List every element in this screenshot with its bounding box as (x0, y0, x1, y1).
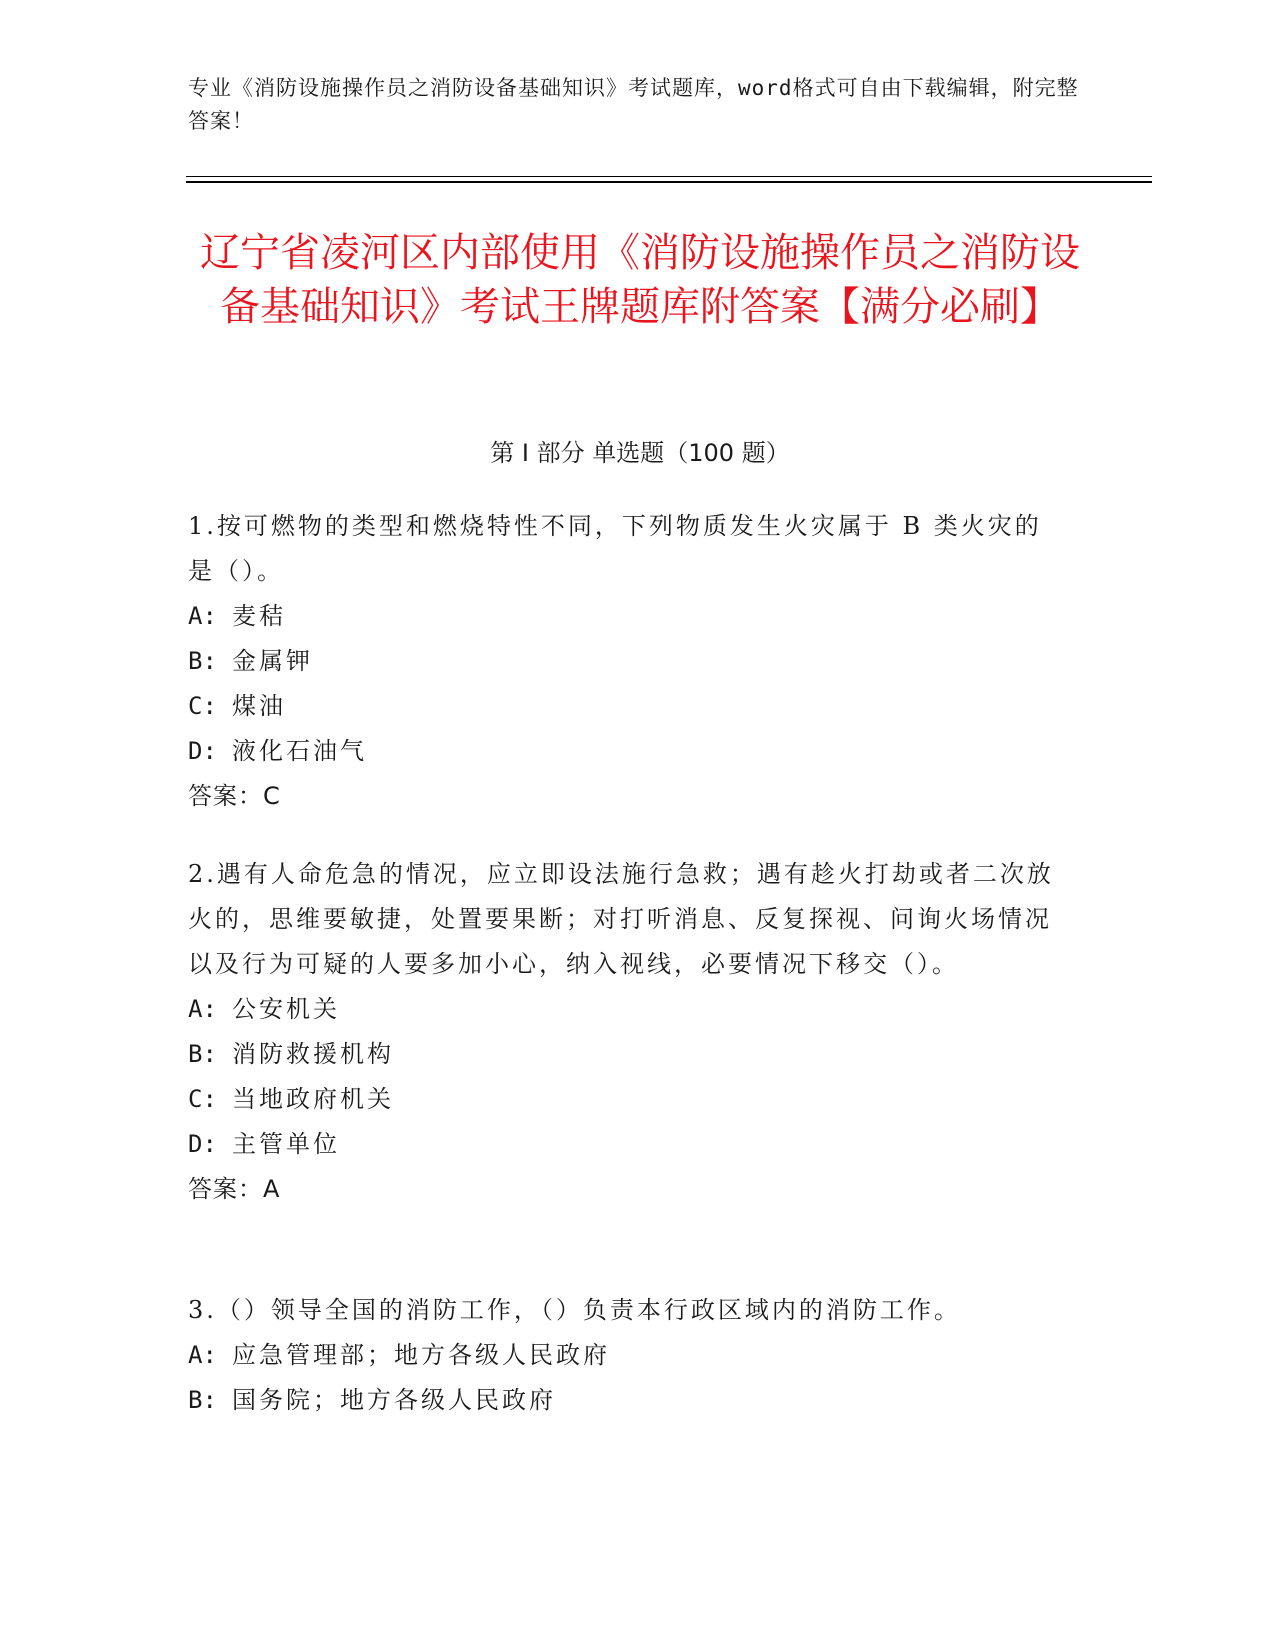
answer-line: 答案：C (188, 782, 281, 810)
option-b (188, 1032, 1068, 1077)
question-stem: 2.遇有人命危急的情况，应立即设法施行急救；遇有趁火打劫或者二次放火的，思维要敏捷，处置要果断；对打听消息、反复探视、问询火场情况以及行为可疑的人要多加小心，纳入视线，必要情况下移交（）。 (188, 860, 1054, 978)
option-letter: B: (188, 1386, 217, 1414)
option-letter: D: (188, 737, 217, 765)
option-d (188, 1122, 1068, 1167)
option-text: 消防救援机构 (232, 1040, 394, 1068)
option-text: 液化石油气 (232, 737, 367, 765)
option-letter: B: (188, 647, 217, 675)
option-a (188, 987, 1068, 1032)
option-text: 主管单位 (232, 1130, 340, 1158)
option-text: 国务院；地方各级人民政府 (232, 1386, 556, 1414)
option-letter: A: (188, 995, 217, 1023)
option-a (188, 594, 1068, 639)
option-letter: A: (188, 1341, 217, 1369)
option-c (188, 684, 1068, 729)
option-text: 应急管理部；地方各级人民政府 (232, 1341, 610, 1369)
question-1 (188, 504, 1068, 819)
option-text: 当地政府机关 (232, 1085, 394, 1113)
question-2 (188, 852, 1068, 1212)
option-b (188, 1378, 1068, 1423)
option-a (188, 1333, 1068, 1378)
option-c (188, 1077, 1068, 1122)
section-heading: 第 I 部分 单选题（100 题） (490, 439, 790, 467)
option-letter: B: (188, 1040, 217, 1068)
answer-line: 答案：A (188, 1175, 281, 1203)
option-b (188, 639, 1068, 684)
option-d (188, 729, 1068, 774)
header-divider-thin (186, 176, 1152, 177)
option-letter: C: (188, 1085, 217, 1113)
option-text: 煤油 (232, 692, 286, 720)
option-text: 金属钾 (232, 647, 313, 675)
option-letter: A: (188, 602, 217, 630)
question-3 (188, 1288, 1068, 1423)
option-letter: C: (188, 692, 217, 720)
document-title: 辽宁省凌河区内部使用《消防设施操作员之消防设备基础知识》考试王牌题库附答案【满分必刷】 (200, 230, 1080, 330)
option-text: 公安机关 (232, 995, 340, 1023)
question-stem: 3.（）领导全国的消防工作，（）负责本行政区域内的消防工作。 (188, 1296, 961, 1324)
option-letter: D: (188, 1130, 217, 1158)
question-stem: 1.按可燃物的类型和燃烧特性不同，下列物质发生火灾属于 B 类火灾的是（）。 (188, 512, 1042, 585)
header-divider-thick (186, 181, 1152, 183)
option-text: 麦秸 (232, 602, 286, 630)
header-note: 专业《消防设施操作员之消防设备基础知识》考试题库，word格式可自由下载编辑，附完整答案！ (188, 76, 1079, 133)
